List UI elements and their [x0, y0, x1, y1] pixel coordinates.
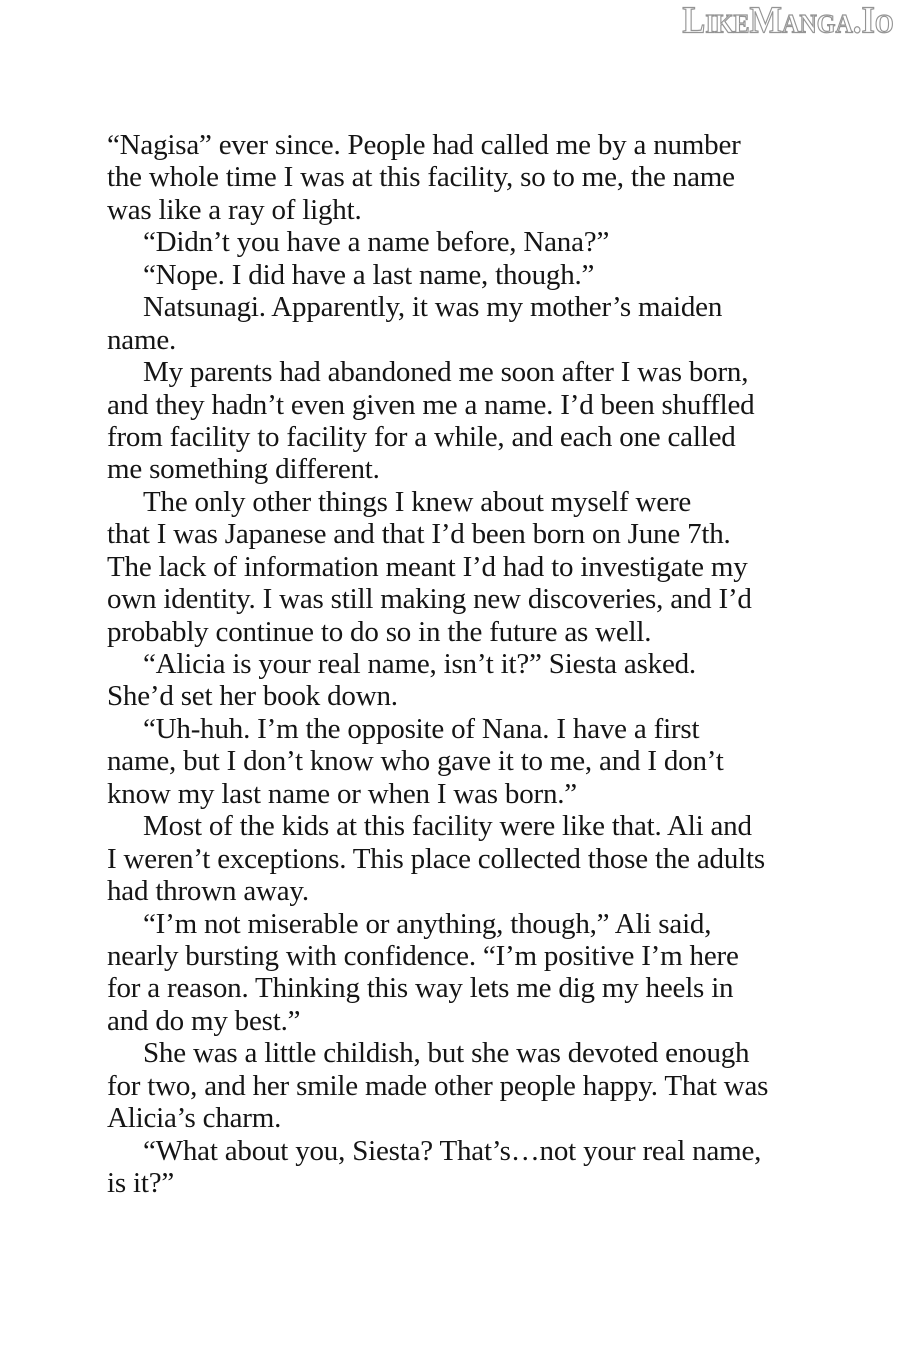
text-line: own identity. I was still making new discoveries, and I’d: [107, 583, 752, 616]
text-line: “Nagisa” ever since. People had called me by a number: [107, 129, 741, 161]
text-line: and they hadn’t even given me a name. I’d been shuffled: [107, 388, 755, 421]
text-line: for a reason. Thinking this way lets me dig my heels in: [107, 972, 734, 1005]
text-line: She’d set her book down.: [107, 680, 398, 713]
text-line: from facility to facility for a while, and each one called: [107, 420, 736, 453]
text-line: probably continue to do so in the future as well.: [107, 615, 652, 648]
text-line: “Uh-huh. I’m the opposite of Nana. I have a first: [143, 712, 700, 745]
text-line: “What about you, Siesta? That’s…not your real name,: [143, 1134, 762, 1167]
text-line: for two, and her smile made other people happy. That was: [107, 1069, 769, 1102]
text-line: I weren’t exceptions. This place collected those the adults: [107, 842, 765, 875]
text-line: was like a ray of light.: [107, 193, 362, 226]
text-line: “Didn’t you have a name before, Nana?”: [143, 226, 610, 259]
text-line: “Nope. I did have a last name, though.”: [143, 258, 595, 291]
text-line: My parents had abandoned me soon after I was born,: [143, 356, 749, 389]
text-line: know my last name or when I was born.”: [107, 777, 577, 810]
text-line: the whole time I was at this facility, so to me, the name: [107, 161, 735, 194]
text-line: name.: [107, 323, 177, 356]
text-line: “I’m not miserable or anything, though,” Ali said,: [143, 907, 712, 940]
text-line: nearly bursting with confidence. “I’m positive I’m here: [107, 939, 739, 972]
text-line: “Alicia is your real name, isn’t it?” Siesta asked.: [143, 648, 696, 680]
text-line: and do my best.”: [107, 1004, 301, 1037]
text-line: is it?”: [107, 1167, 175, 1199]
text-line: The only other things I knew about myself were: [143, 485, 692, 518]
likemanga-watermark-logo: LikeManga.Io: [682, 0, 894, 41]
text-line: Natsunagi. Apparently, it was my mother’s maiden: [143, 291, 723, 324]
text-line: me something different.: [107, 453, 380, 486]
novel-text-block: [107, 129, 797, 1199]
text-line: Alicia’s charm.: [107, 1102, 282, 1135]
text-line: that I was Japanese and that I’d been born on June 7th.: [107, 518, 731, 551]
text-line: Most of the kids at this facility were like that. Ali and: [143, 810, 752, 843]
text-line: had thrown away.: [107, 875, 309, 908]
text-line: She was a little childish, but she was devoted enough: [143, 1037, 750, 1070]
text-line: name, but I don’t know who gave it to me, and I don’t: [107, 745, 724, 778]
text-line: The lack of information meant I’d had to investigate my: [107, 550, 748, 583]
